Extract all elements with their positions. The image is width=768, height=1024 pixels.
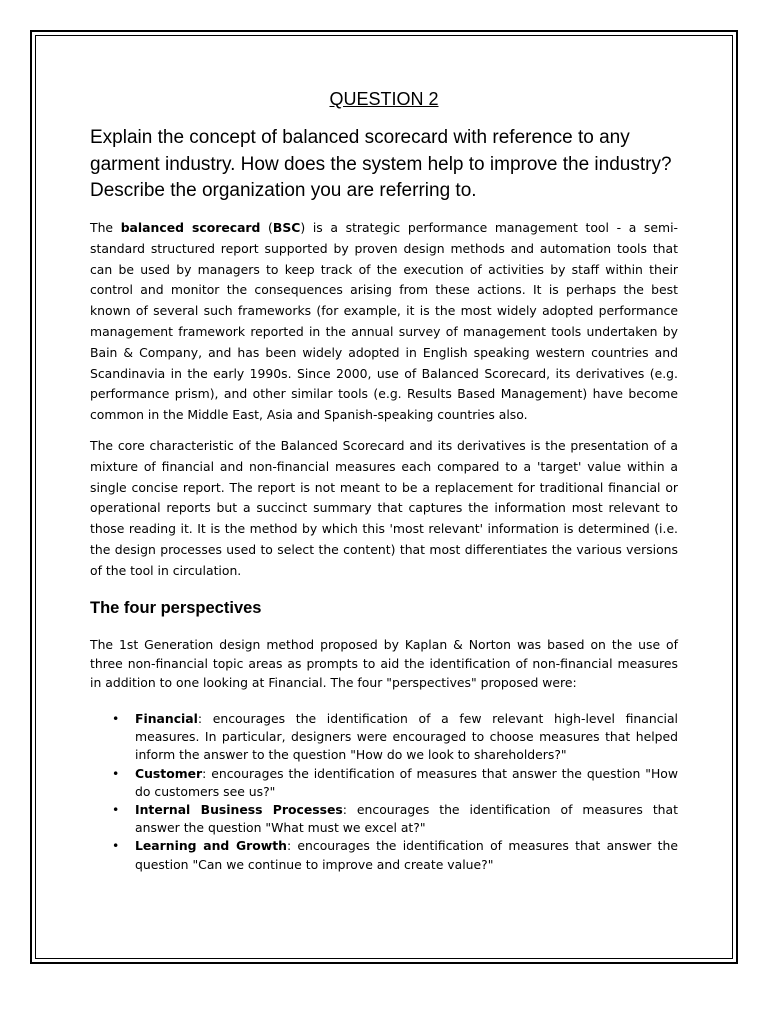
- bullet-icon: •: [112, 765, 120, 781]
- section-heading-four-perspectives: The four perspectives: [90, 598, 262, 617]
- intro-paragraph-1: [90, 218, 678, 426]
- document-content: [90, 88, 678, 874]
- perspective-name: Internal Business Processes: [135, 802, 343, 818]
- list-item: [90, 765, 678, 801]
- perspectives-list: [90, 710, 678, 874]
- term-bsc: BSC: [272, 220, 301, 236]
- perspective-description: : encourages the identification of a few relevant high-level financial measures. In particular, designers were encouraged to choose measures that helped inform the answer to the question "How do we look to shareholders?": [135, 711, 678, 763]
- perspective-description: : encourages the identification of measures that answer the question "Can we continue to improve and create value?": [135, 838, 678, 872]
- intro-p1-mid: (: [260, 220, 273, 236]
- perspective-name: Learning and Growth: [135, 838, 287, 854]
- bullet-icon: •: [112, 802, 120, 818]
- question-prompt: Explain the concept of balanced scorecard with reference to any garment industry. How does the system help to improve the industry? Describe the organization you are referring to.: [90, 127, 672, 201]
- list-item: [90, 801, 678, 837]
- intro-p1-start: The: [90, 220, 121, 236]
- bullet-icon: •: [112, 711, 120, 727]
- question-title: QUESTION 2: [329, 89, 439, 109]
- perspective-name: Financial: [135, 711, 198, 727]
- list-item: [90, 837, 678, 873]
- intro-paragraph-2: The core characteristic of the Balanced Scorecard and its derivatives is the presentation of a mixture of financial and non-financial measures each compared to a 'target' value within a single concise report. The report is not meant to be a replacement for traditional financial or operational reports but a succinct summary that captures the information most relevant to those reading it. It is the method by which this 'most relevant' information is determined (i.e. the design processes used to select the content) that most differentiates the various versions of the tool in circulation.: [90, 438, 678, 578]
- bullet-icon: •: [112, 838, 120, 854]
- intro-p1-rest: ) is a strategic performance management tool - a semi-standard structured report supported by proven design methods and automation tools that can be used by managers to keep track of the execution of activities by staff within their control and monitor the consequences arising from these actions. It is perhaps the best known of several such frameworks (for example, it is the most widely adopted performance management framework reported in the annual survey of management tools undertaken by Bain & Company, and has been widely adopted in English speaking western countries and Scandinavia in the early 1990s. Since 2000, use of Balanced Scorecard, its derivatives (e.g. performance prism), and other similar tools (e.g. Results Based Management) have become common in the Middle East, Asia and Spanish-speaking countries also.: [90, 220, 678, 423]
- list-item: [90, 710, 678, 765]
- term-balanced-scorecard: balanced scorecard: [120, 220, 261, 236]
- perspective-description: : encourages the identification of measures that answer the question "How do customers see us?": [135, 765, 678, 799]
- perspective-name: Customer: [135, 765, 203, 781]
- perspectives-intro-paragraph: The 1st Generation design method proposed by Kaplan & Norton was based on the use of three non-financial topic areas as prompts to aid the identification of non-financial measures in addition to one looking at Financial. The four "perspectives" proposed were:: [90, 637, 678, 691]
- perspective-description: : encourages the identification of measures that answer the question "What must we excel at?": [135, 802, 678, 836]
